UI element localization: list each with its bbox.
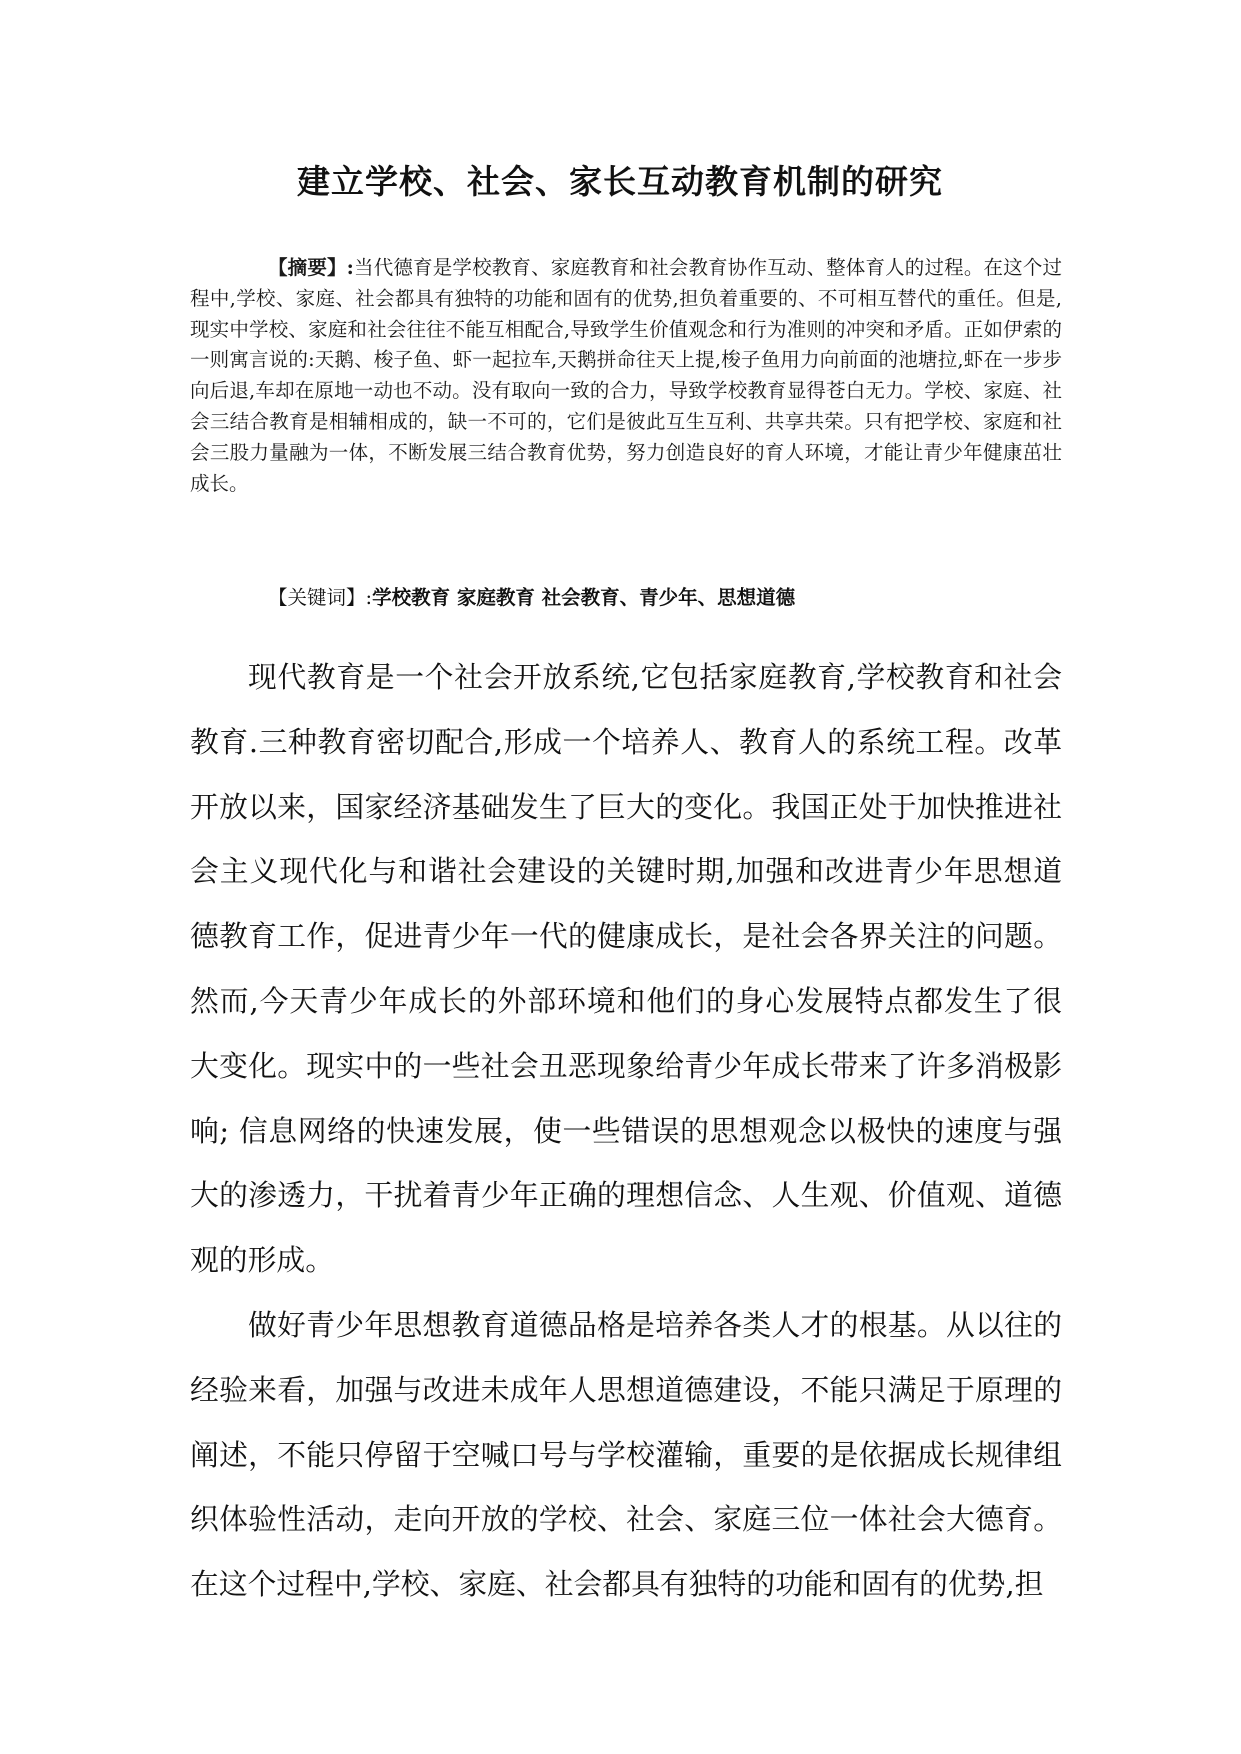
keywords-label: 【关键词】: — [268, 586, 373, 609]
document-title: 建立学校、社会、家长互动教育机制的研究 — [297, 162, 943, 201]
abstract-label: 【摘要】: — [268, 256, 354, 279]
keywords-text: 学校教育 家庭教育 社会教育、青少年、思想道德 — [372, 586, 796, 609]
abstract-text: 当代德育是学校教育、家庭教育和社会教育协作互动、整体育人的过程。在这个过程中,学校、家庭、社会都具有独特的功能和固有的优势,担负着重要的、不可相互替代的重任。但是,现实中学校、家庭和社会往往不能互相配合,导致学生价值观念和行为准则的冲突和矛盾。正如伊索的一则寓言说的:天鹅、梭子鱼、虾一起拉车,天鹅拼命往天上提,梭子鱼用力向前面的池塘拉,虾在一步步向后退,车却在原地一动也不动。没有取向一致的合力，导致学校教育显得苍白无力。学校、家庭、社会三结合教育是相辅相成的，缺一不可的，它们是彼此互生互利、共享共荣。只有把学校、家庭和社会三股力量融为一体，不断发展三结合教育优势，努力创造良好的育人环境，才能让青少年健康茁壮成长。 — [190, 256, 1062, 495]
body-paragraph-1: 现代教育是一个社会开放系统,它包括家庭教育,学校教育和社会教育.三种教育密切配合,形成一个培养人、教育人的系统工程。改革开放以来，国家经济基础发生了巨大的变化。我国正处于加快推进社会主义现代化与和谐社会建设的关键时期,加强和改进青少年思想道德教育工作，促进青少年一代的健康成长，是社会各界关注的问题。然而,今天青少年成长的外部环境和他们的身心发展特点都发生了很大变化。现实中的一些社会丑恶现象给青少年成长带来了许多消极影响; 信息网络的快速发展，使一些错误的思想观念以极快的速度与强大的渗透力，干扰着青少年正确的理想信念、人生观、价值观、道德观的形成。 — [190, 660, 1062, 1278]
abstract-paragraph — [190, 253, 1062, 499]
keywords-line — [268, 583, 1068, 613]
body-paragraph-2: 做好青少年思想教育道德品格是培养各类人才的根基。从以往的经验来看，加强与改进未成年人思想道德建设，不能只满足于原理的阐述，不能只停留于空喊口号与学校灌输，重要的是依据成长规律组织体验性活动，走向开放的学校、社会、家庭三位一体社会大德育。在这个过程中,学校、家庭、社会都具有独特的功能和固有的优势,担 — [190, 1308, 1062, 1602]
